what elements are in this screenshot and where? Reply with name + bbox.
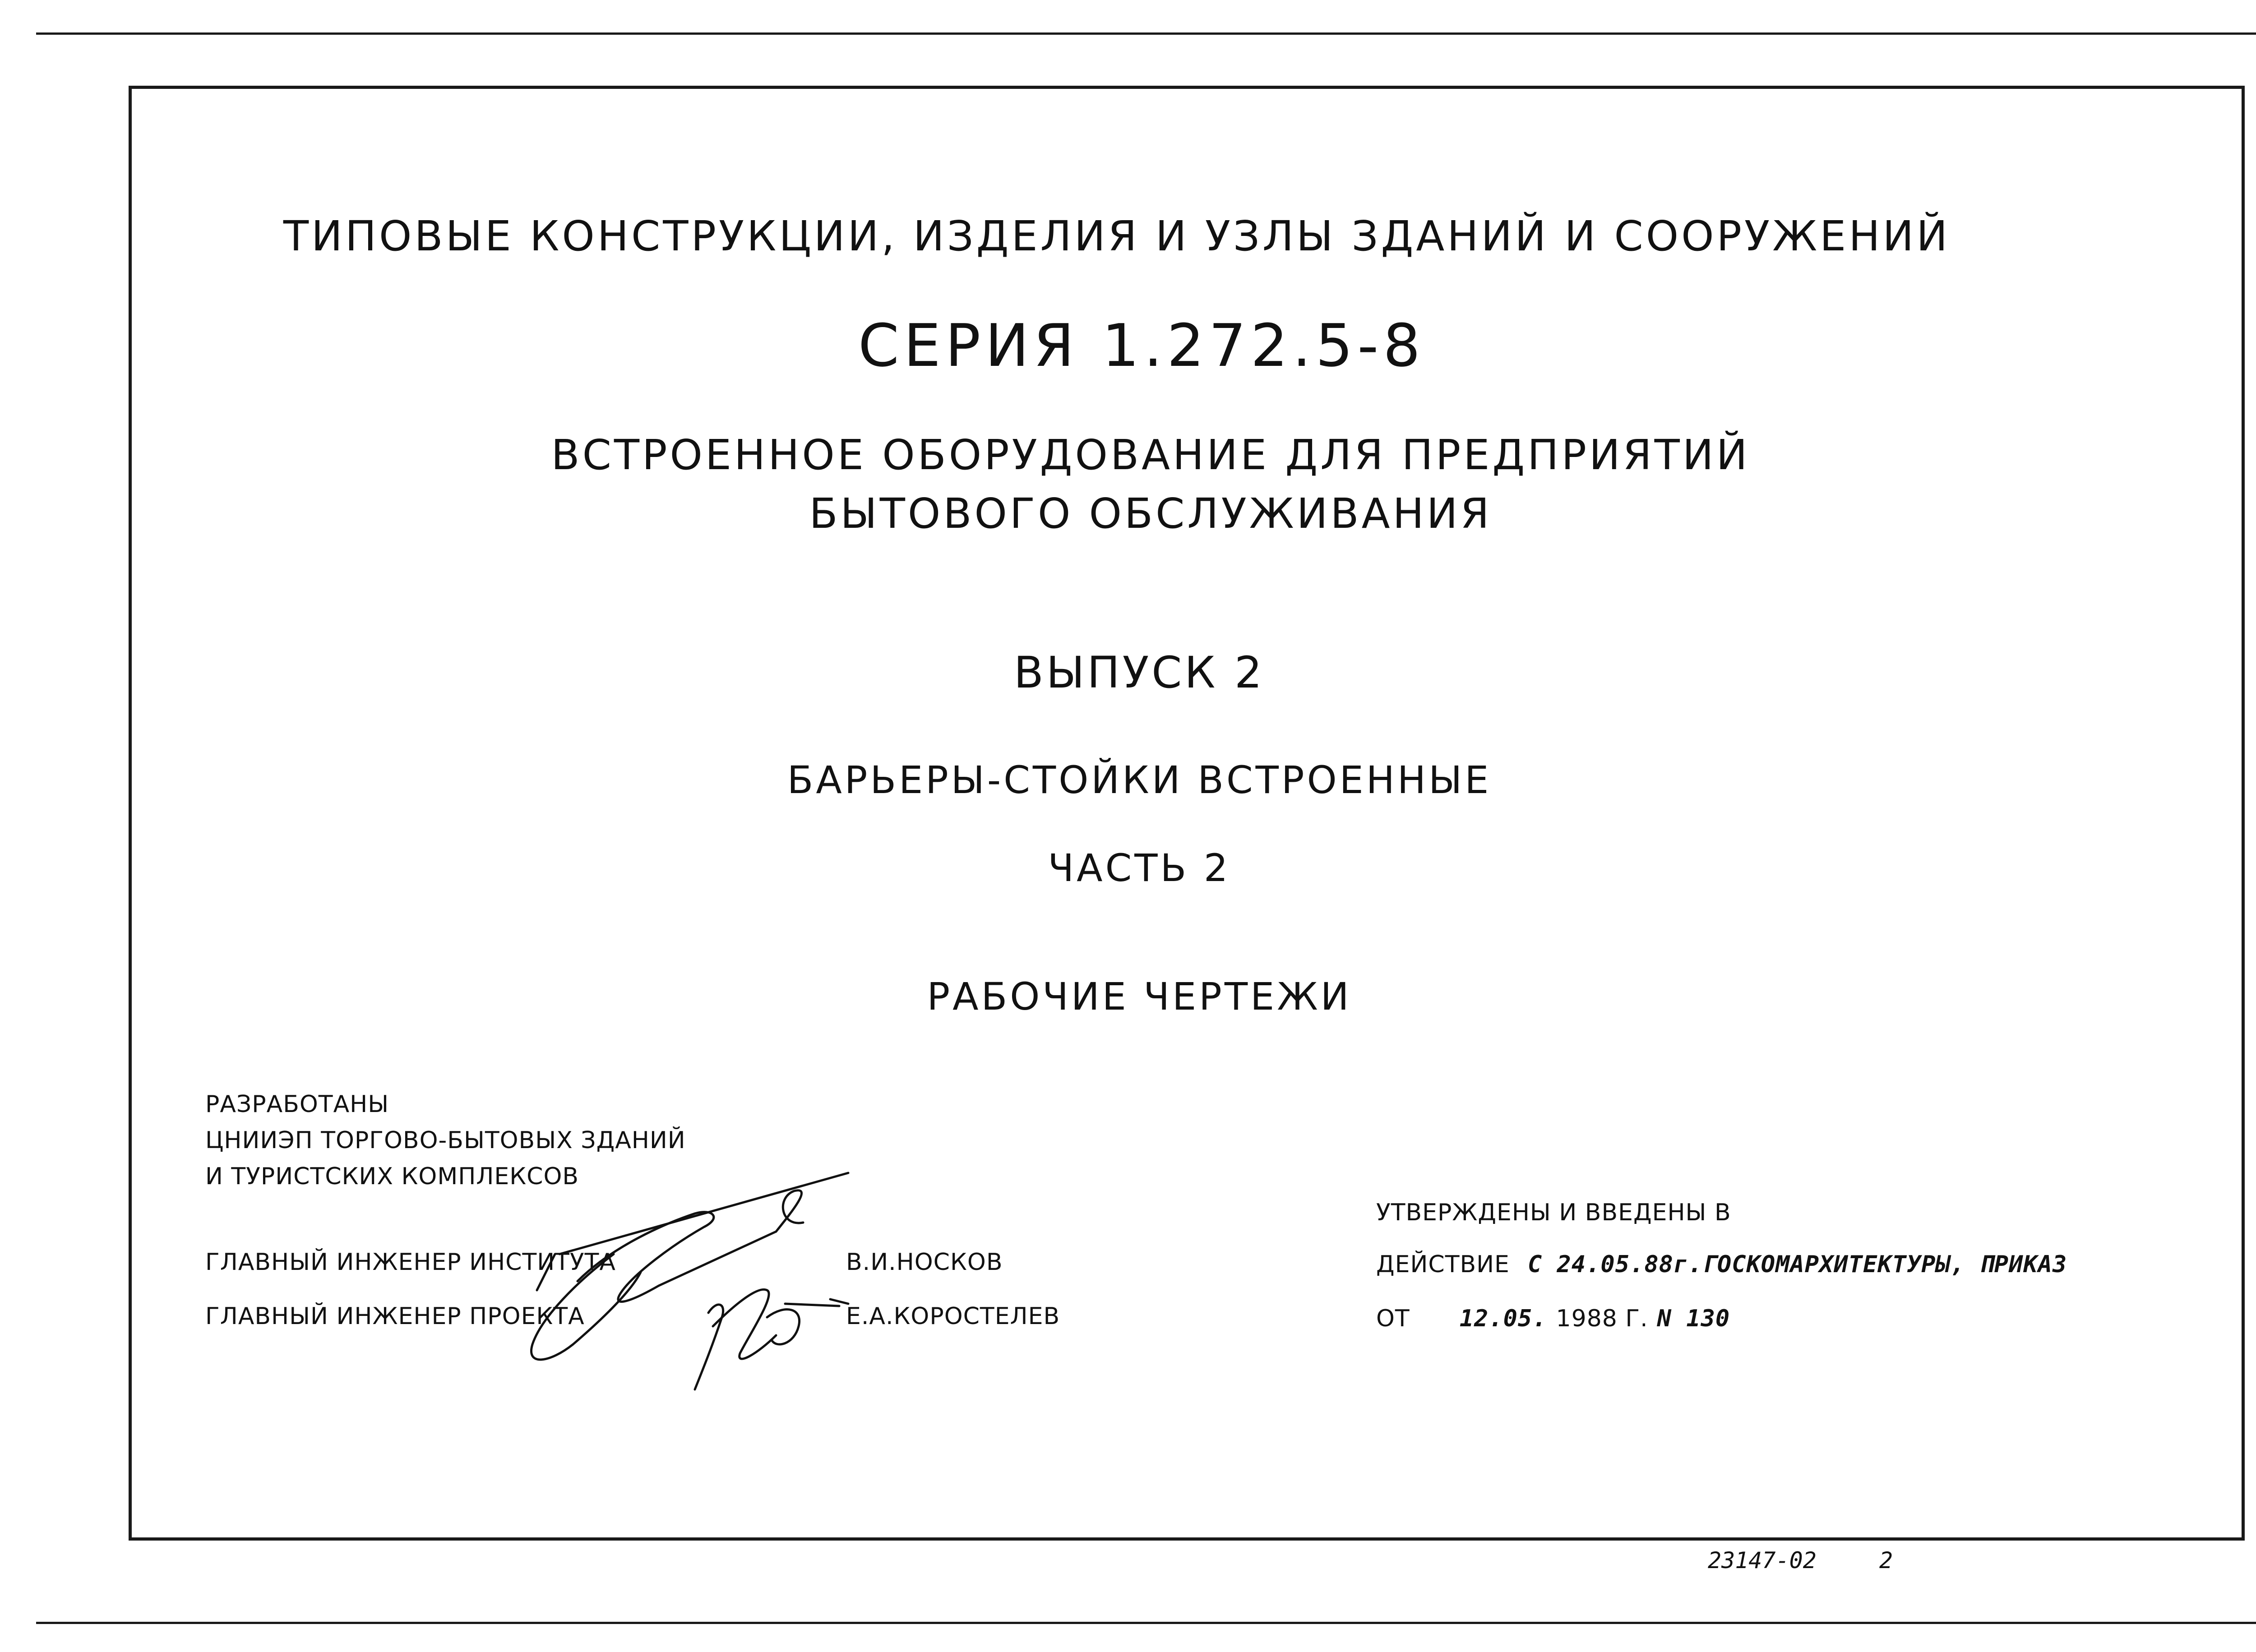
signature-stroke-6 [695, 1305, 723, 1389]
drawings-title: РАБОЧИЕ ЧЕРТЕЖИ [927, 974, 1352, 1019]
item-title: БАРЬЕРЫ-СТОЙКИ ВСТРОЕННЫЕ [787, 758, 1492, 802]
approval-authority: ГОСКОМАРХИТЕКТУРЫ, ПРИКАЗ [1702, 1251, 2067, 1278]
signature-stroke-5 [537, 1254, 555, 1290]
approval-line-3 [1376, 1305, 1730, 1332]
order-number: N 130 [1657, 1305, 1730, 1332]
order-year: 1988 Г. [1556, 1305, 1648, 1332]
sheet-top-line [36, 32, 2256, 35]
order-date: 12.05. [1459, 1305, 1547, 1332]
subtitle-line-2: БЫТОВОГО ОБСЛУЖИВАНИЯ [809, 489, 1492, 538]
signature-stroke-1 [559, 1173, 848, 1254]
approval-prefix: ДЕЙСТВИЕ [1376, 1251, 1510, 1278]
developer-line-1: РАЗРАБОТАНЫ [205, 1091, 389, 1118]
order-prefix: ОТ [1376, 1305, 1410, 1332]
signature-stroke-3 [776, 1191, 803, 1232]
signature-stroke-8 [767, 1310, 800, 1344]
signatory-role-2: ГЛАВНЫЙ ИНЖЕНЕР ПРОЕКТА [205, 1303, 585, 1330]
subtitle-line-1: ВСТРОЕННОЕ ОБОРУДОВАНИЕ ДЛЯ ПРЕДПРИЯТИЙ [551, 431, 1750, 479]
approval-line-1: УТВЕРЖДЕНЫ И ВВЕДЕНЫ В [1376, 1199, 1731, 1226]
sheet-bottom-line [36, 1622, 2256, 1624]
signature-stroke-7 [713, 1289, 776, 1359]
issue-title: ВЫПУСК 2 [1013, 647, 1265, 698]
developer-line-2: ЦНИИЭП ТОРГОВО-БЫТОВЫХ ЗДАНИЙ [205, 1127, 686, 1154]
approval-line-2 [1376, 1251, 2067, 1278]
developer-line-3: И ТУРИСТСКИХ КОМПЛЕКСОВ [205, 1163, 579, 1190]
signature-stroke-9 [785, 1304, 839, 1306]
page-number: 2 [1879, 1547, 1893, 1574]
signatory-name-1: В.И.НОСКОВ [846, 1249, 1003, 1276]
part-title: ЧАСТЬ 2 [1048, 846, 1231, 890]
signatory-role-1: ГЛАВНЫЙ ИНЖЕНЕР ИНСТИТУТА [205, 1249, 616, 1276]
signatory-name-2: Е.А.КОРОСТЕЛЕВ [846, 1303, 1060, 1330]
series-title: СЕРИЯ 1.272.5-8 [858, 311, 1425, 380]
main-title: ТИПОВЫЕ КОНСТРУКЦИИ, ИЗДЕЛИЯ И УЗЛЫ ЗДАНИЙ И СООРУЖЕНИЙ [283, 212, 1951, 260]
signature-graphic [523, 1155, 984, 1398]
document-code: 23147-02 [1708, 1547, 1817, 1574]
signature-stroke-10 [830, 1299, 848, 1304]
signature-stroke-2 [578, 1212, 776, 1302]
approval-effective-date: С 24.05.88г. [1527, 1251, 1703, 1278]
